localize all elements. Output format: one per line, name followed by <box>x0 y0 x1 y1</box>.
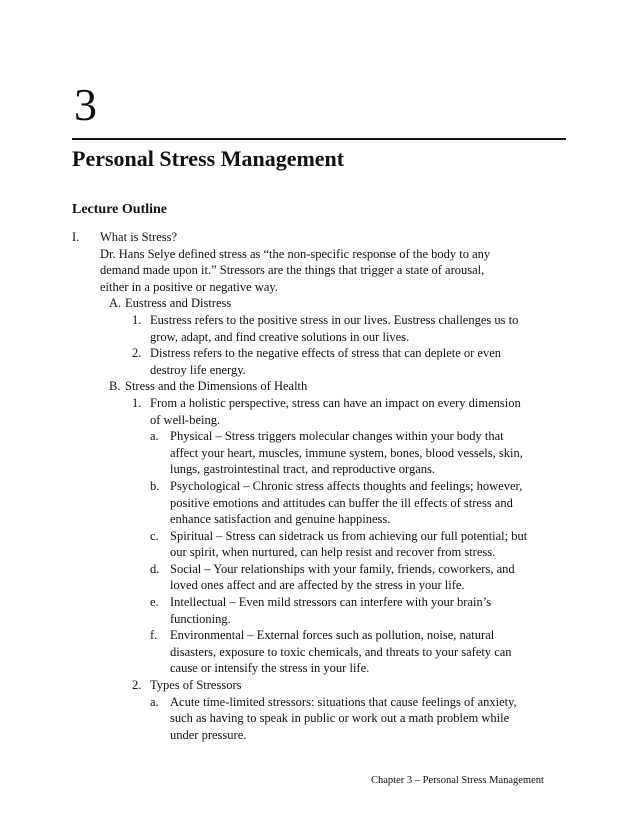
list-marker: d. <box>150 561 160 576</box>
list-item-line: Types of Stressors <box>150 678 242 693</box>
list-item-line: From a holistic perspective, stress can have an impact on every dimension <box>150 395 521 410</box>
list-item-line: enhance satisfaction and genuine happiness. <box>170 512 391 527</box>
section-i <box>72 229 572 295</box>
list-item-line: disasters, exposure to toxic chemicals, and threats to your safety can <box>170 644 512 659</box>
list-item-line: Environmental – External forces such as pollution, noise, natural <box>170 628 495 643</box>
list-marker: 1. <box>132 395 142 410</box>
stressor-type-acute <box>72 694 572 744</box>
list-marker: a. <box>150 694 159 709</box>
page-footer: Chapter 3 – Personal Stress Management <box>371 775 544 786</box>
list-item-line: functioning. <box>170 611 231 626</box>
list-marker: e. <box>150 595 159 610</box>
list-item-line: under pressure. <box>170 727 247 742</box>
list-item-line: Physical – Stress triggers molecular changes within your body that <box>170 429 504 444</box>
dimension-social <box>72 561 572 594</box>
list-item-line: Social – Your relationships with your family, friends, coworkers, and <box>170 561 515 576</box>
chapter-number: 3 <box>74 79 97 130</box>
list-marker: f. <box>150 628 158 643</box>
section-i-intro-line: either in a positive or negative way. <box>100 279 278 294</box>
dimension-intellectual <box>72 594 572 627</box>
list-marker: a. <box>150 429 159 444</box>
section-i-heading: What is Stress? <box>100 230 178 244</box>
list-marker: 1. <box>132 312 142 327</box>
dimension-environmental <box>72 627 572 677</box>
list-item-line: cause or intensify the stress in your life. <box>170 661 370 676</box>
list-item-line: grow, adapt, and find creative solutions in our lives. <box>150 329 410 344</box>
subsection-a-item-1 <box>72 312 572 345</box>
list-item-line: Psychological – Chronic stress affects thoughts and feelings; however, <box>170 478 523 493</box>
chapter-title: Personal Stress Management <box>72 146 345 171</box>
section-i-intro-line: demand made upon it.” Stressors are the things that trigger a state of arousal, <box>100 263 485 278</box>
section-i-intro-line: Dr. Hans Selye defined stress as “the non-specific response of the body to any <box>100 246 491 261</box>
list-item-line: Intellectual – Even mild stressors can interfere with your brain’s <box>170 595 492 610</box>
list-item-line: Acute time-limited stressors: situations that cause feelings of anxiety, <box>170 694 517 709</box>
dimension-spiritual <box>72 528 572 561</box>
list-marker: b. <box>150 478 160 493</box>
list-marker: c. <box>150 528 159 543</box>
list-item-line: Spiritual – Stress can sidetrack us from achieving our full potential; but <box>170 528 528 543</box>
list-item-line: Eustress refers to the positive stress in our lives. Eustress challenges us to <box>150 312 519 327</box>
list-item-line: destroy life energy. <box>150 362 246 377</box>
list-marker: 2. <box>132 346 142 361</box>
list-item-line: loved ones affect and are affected by the stress in your life. <box>170 578 465 593</box>
subsection-b-marker: B. <box>109 379 121 394</box>
chapter-divider <box>72 138 566 140</box>
subsection-a <box>72 295 572 312</box>
list-marker: 2. <box>132 678 142 693</box>
dimension-physical <box>72 428 572 478</box>
list-item-line: of well-being. <box>150 412 221 427</box>
subsection-a-item-2 <box>72 345 572 378</box>
subsection-b-heading: Stress and the Dimensions of Health <box>125 379 308 394</box>
list-item-line: our spirit, when nurtured, can help resist and recover from stress. <box>170 545 496 560</box>
subsection-b-item-2 <box>72 677 572 694</box>
dimension-psychological <box>72 478 572 528</box>
lecture-outline <box>72 229 572 743</box>
subsection-a-heading: Eustress and Distress <box>125 296 232 311</box>
list-item-line: affect your heart, muscles, immune system, bones, blood vessels, skin, <box>170 445 523 460</box>
subsection-b-item-1 <box>72 395 572 428</box>
outline-heading: Lecture Outline <box>72 202 168 217</box>
subsection-a-marker: A. <box>109 296 122 311</box>
list-item-line: such as having to speak in public or work out a math problem while <box>170 711 510 726</box>
list-item-line: positive emotions and attitudes can buffer the ill effects of stress and <box>170 495 513 510</box>
list-item-line: Distress refers to the negative effects of stress that can deplete or even <box>150 346 502 361</box>
section-i-marker: I. <box>72 230 80 244</box>
list-item-line: lungs, gastrointestinal tract, and reproductive organs. <box>170 462 435 477</box>
subsection-b <box>72 378 572 395</box>
